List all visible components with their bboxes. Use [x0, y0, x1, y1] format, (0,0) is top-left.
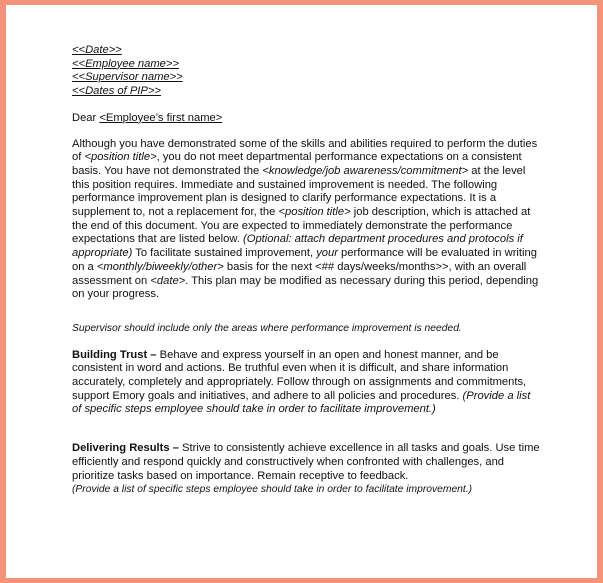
intro-text-1: Although you have demonstrated some of the skills and abilities required to perform the duties of — [72, 137, 538, 164]
document-page — [6, 5, 597, 578]
building-trust-note: (Provide a list of specific steps employee should take in order to facilitate improvement.) — [72, 389, 531, 416]
intro-italic-4: (Optional: attach department procedures and protocols if appropriate) — [72, 233, 523, 260]
date-placeholder: <<Date>> — [72, 44, 122, 56]
intro-text-2: , you do not meet departmental performance expectations on a consistent basis. You have not demonstrated the — [72, 151, 522, 177]
intro-italic-3: <position title> — [278, 206, 351, 219]
supervisor-name-placeholder: <<Supervisor name>> — [72, 71, 183, 84]
intro-text-3: at the level this position requires. Immediate and sustained improvement is needed. The following performance improvement plan is designed to clarify performance expectations. It is a supplement to, not a replacement for, the — [72, 164, 526, 219]
employee-name-placeholder: <<Employee name>> — [72, 57, 179, 70]
intro-paragraph — [72, 138, 542, 302]
intro-italic-7: <date> — [150, 274, 186, 287]
intro-italic-5: your — [316, 247, 338, 260]
dates-of-pip-placeholder: <<Dates of PIP>> — [72, 85, 161, 98]
greeting-prefix: Dear — [72, 111, 100, 124]
intro-italic-2: <knowledge/job awareness/commitment> — [262, 164, 469, 177]
greeting — [72, 112, 542, 126]
intro-italic-1: <position title> — [84, 151, 157, 164]
building-trust-body: Behave and express yourself in an open and honest manner, and be consistent in word and actions. Be truthful even when it is difficult, and share information accurately, completely and appropriately. Follow through on assignments and commitments, support Emory goals and initiatives, and adhere to all policies and procedures. — [72, 348, 527, 402]
delivering-results-note: (Provide a list of specific steps employee should take in order to facilitate improvement.) — [72, 484, 473, 496]
intro-text-8: . This plan may be modified as necessary during this period, depending on your progress. — [72, 274, 539, 301]
employee-first-name-placeholder: <Employee’s first name> — [99, 111, 223, 124]
intro-italic-6: <monthly/biweekly/other> — [96, 260, 224, 273]
supervisor-note: Supervisor should include only the areas where performance improvement is needed. — [72, 322, 462, 334]
delivering-results-section — [72, 442, 542, 497]
intro-text-5: To facilitate sustained improvement, — [132, 247, 317, 260]
intro-text-6: performance will be evaluated in writing on a — [72, 247, 537, 273]
building-trust-section — [72, 349, 542, 418]
letter-content — [72, 44, 542, 497]
intro-text-4: job description, which is attached at the end of this document. You are expected to immediately demonstrate the performance expectations that are listed below. — [72, 206, 531, 246]
delivering-results-title: Delivering Results – — [72, 442, 179, 455]
delivering-results-body: Strive to consistently achieve excellence in all tasks and goals. Use time efficiently and respond quickly and constructively when confronted with challenges, and prioritize tasks based on importance. Remain receptive to feedback. — [72, 442, 540, 482]
intro-text-7: basis for the next <## days/weeks/months>>, with an overall assessment on — [72, 260, 527, 287]
building-trust-title: Building Trust – — [72, 348, 157, 361]
letter-header — [72, 44, 542, 99]
